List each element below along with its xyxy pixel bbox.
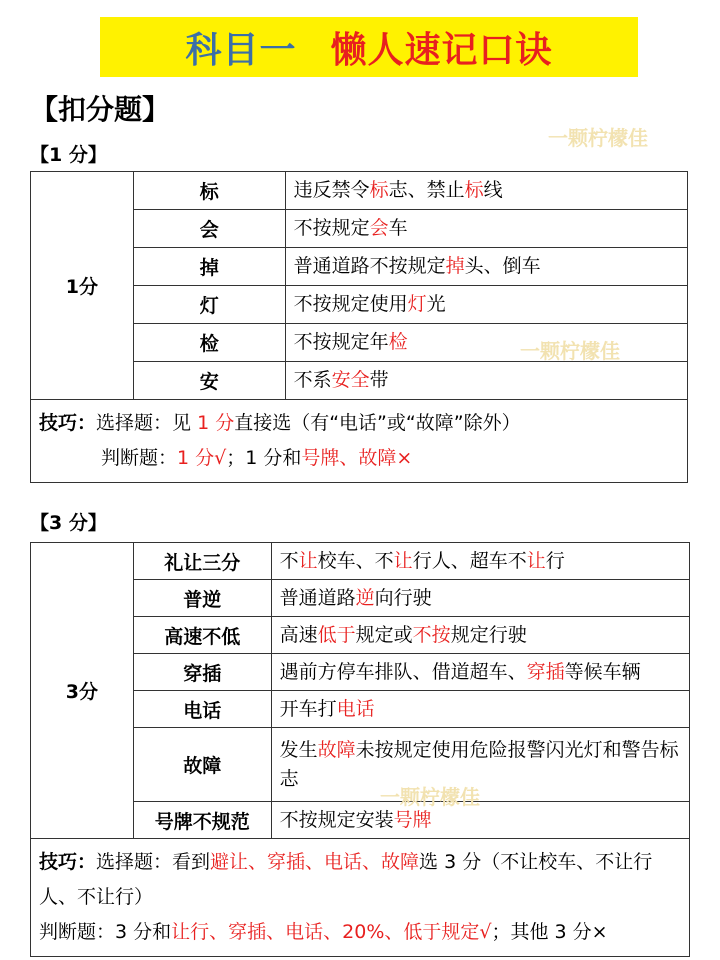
highlight-text: 让 [526,549,546,572]
text-segment: 志、禁止 [388,179,465,201]
description-cell [271,617,689,654]
keyword-cell: 检 [133,324,285,362]
watermark: 一颗柠檬佳 [520,339,620,363]
highlight-text: 1 分√ [177,447,227,469]
description-cell [285,362,687,400]
keyword-cell: 会 [133,210,285,248]
text-segment: 行 [545,549,565,572]
highlight-text: 让 [393,549,413,572]
highlight-text: 电话 [336,697,375,720]
text-segment: 发生 [279,738,318,761]
keyword-cell: 电话 [133,691,271,728]
highlight-text: 会 [369,217,389,239]
description-cell [285,248,687,286]
highlight-text: 避让、穿插、电话、故障 [210,851,420,873]
watermark: 一颗柠檬佳 [548,126,648,150]
score-cell: 1分 [31,172,134,400]
tip-true-false [39,915,681,950]
highlight-text: 安全 [331,369,370,391]
tip-true-false [39,441,679,476]
text-segment: 校车、不 [317,549,394,572]
description-cell [271,580,689,617]
keyword-cell: 礼让三分 [133,543,271,580]
text-segment: 不系 [293,369,332,391]
highlight-text: 灯 [407,293,427,315]
table-row [31,172,688,210]
highlight-text: 号牌 [393,808,432,831]
highlight-text: 1 分 [197,412,235,434]
keyword-cell: 高速不低 [133,617,271,654]
highlight-text: 低于 [317,623,356,646]
highlight-text: 号牌、故障× [301,447,413,469]
highlight-text: 故障 [317,738,356,761]
keyword-cell: 号牌不规范 [133,802,271,839]
section1-label: 【1 分】 [30,144,107,166]
title-banner [100,17,638,77]
keyword-cell: 普逆 [133,580,271,617]
text-segment: 光 [426,293,446,315]
text-segment: 不按规定使用 [293,293,408,315]
text-segment: 技巧： [39,851,97,873]
highlight-text: 掉 [445,255,465,277]
section-title: 【扣分题】 [30,93,171,126]
text-segment: 直接选（有“电话”或“故障”除外） [234,412,521,434]
description-cell [271,802,689,839]
highlight-text: 逆 [355,586,375,609]
title-mnemonic: 懒人速记口诀 [330,28,553,71]
text-segment: 不 [279,549,299,572]
text-segment: 选 3 分（不让校车、不让行人、不让行） [39,851,653,908]
score-cell: 3分 [31,543,134,839]
description-cell [285,324,687,362]
watermark: 一颗柠檬佳 [380,785,480,809]
text-segment: 技巧： [39,412,97,434]
text-segment: 选择题：见 [96,412,198,434]
highlight-text: 标 [369,179,389,201]
highlight-text: 不按 [412,623,451,646]
text-segment: 规定或 [355,623,413,646]
description-cell [271,654,689,691]
text-segment: 普通道路不按规定 [293,255,446,277]
text-segment: 选择题：看到 [96,851,211,873]
text-segment: 不按规定 [293,217,370,239]
title-subject: 科目一 [185,28,297,71]
text-segment: 不按规定年 [293,331,389,353]
description-cell [271,543,689,580]
tips-cell [31,839,690,957]
tip-multiple-choice [39,845,681,915]
text-segment: 等候车辆 [564,660,641,683]
tip-multiple-choice [39,406,679,441]
text-segment: 判断题： [101,447,178,469]
text-segment: 不按规定安装 [279,808,394,831]
highlight-text: 检 [388,331,408,353]
text-segment: ；其他 3 分× [491,921,608,943]
text-segment: 普通道路 [279,586,356,609]
text-segment: 开车打 [279,697,337,720]
table-row [31,543,690,580]
keyword-cell: 灯 [133,286,285,324]
keyword-cell: 掉 [133,248,285,286]
text-segment: 行人、超车不 [412,549,527,572]
description-cell [285,172,687,210]
text-segment: ；1 分和 [226,447,302,469]
tips-row [31,839,690,957]
keyword-cell: 故障 [133,728,271,802]
three-point-table [30,542,690,957]
section2-label: 【3 分】 [30,512,107,534]
text-segment: 判断题：3 分和 [39,921,172,943]
tips-row [31,400,688,483]
highlight-text: 让 [298,549,318,572]
description-cell [285,286,687,324]
keyword-cell: 穿插 [133,654,271,691]
description-cell [271,728,689,802]
text-segment: 带 [369,369,389,391]
text-segment: 车 [388,217,408,239]
text-segment: 遇前方停车排队、借道超车、 [279,660,527,683]
highlight-text: 标 [464,179,484,201]
text-segment: 规定行驶 [450,623,527,646]
highlight-text: 穿插 [526,660,565,683]
text-segment: 线 [483,179,503,201]
text-segment: 向行驶 [374,586,432,609]
tips-cell [31,400,688,483]
description-cell [285,210,687,248]
keyword-cell: 安 [133,362,285,400]
keyword-cell: 标 [133,172,285,210]
text-segment: 未按规定使用危险报警闪光灯和警告标志 [279,738,679,790]
text-segment: 违反禁令 [293,179,370,201]
highlight-text: 让行、穿插、电话、20%、低于规定√ [171,921,492,943]
description-cell [271,691,689,728]
text-segment: 高速 [279,623,318,646]
text-segment: 头、倒车 [464,255,541,277]
one-point-table [30,171,688,483]
